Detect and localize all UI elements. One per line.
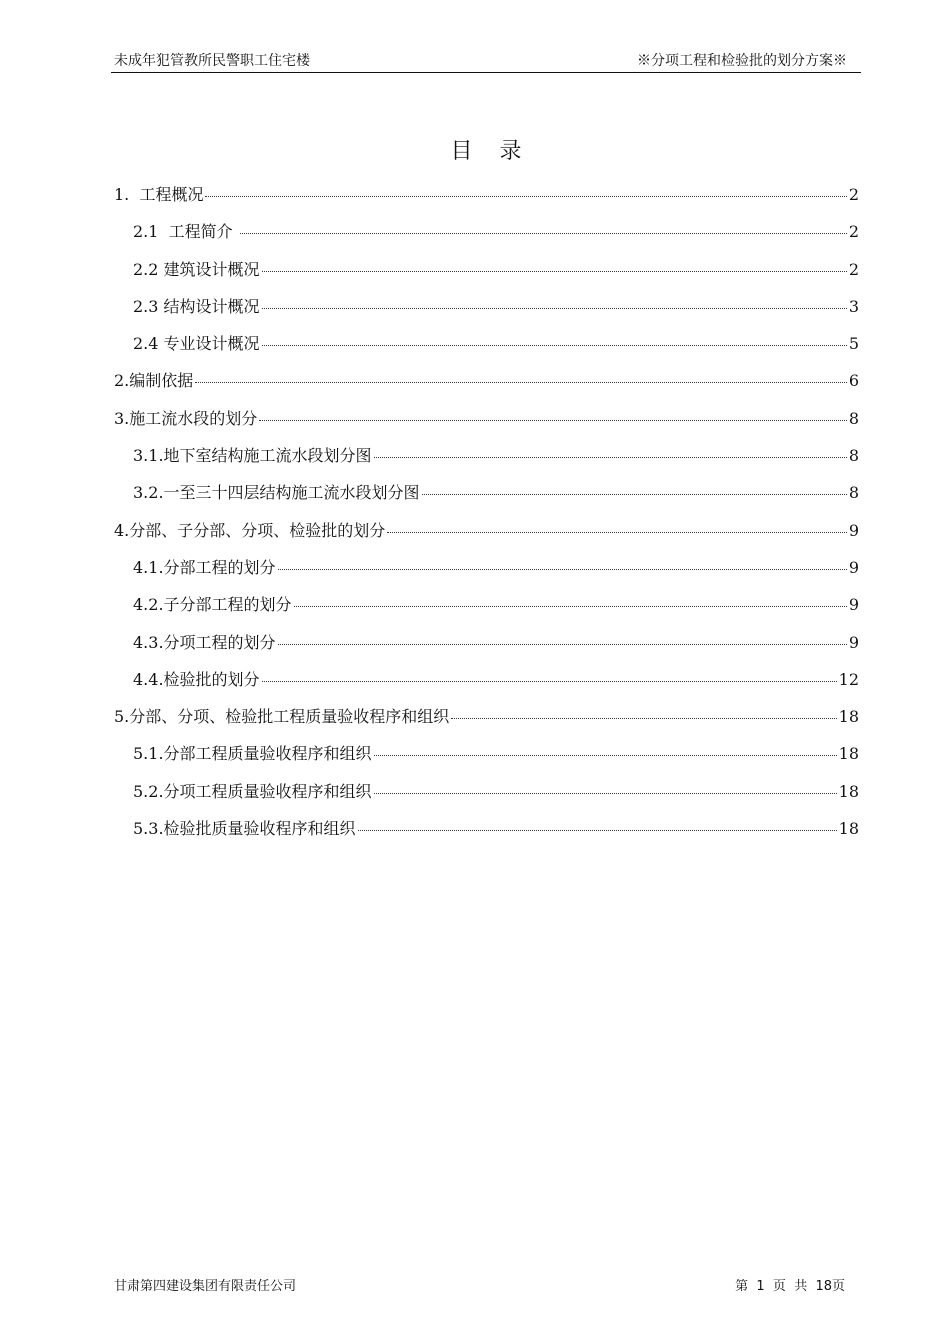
toc-dot-leader bbox=[259, 420, 847, 421]
toc-entry-page-number: 18 bbox=[838, 744, 859, 764]
toc-entry[interactable] bbox=[114, 520, 859, 557]
toc-entry[interactable] bbox=[114, 632, 859, 669]
toc-entry-label: 5.2.分项工程质量验收程序和组织 bbox=[133, 781, 372, 801]
toc-entry-page-number: 18 bbox=[838, 707, 859, 727]
toc-entry-label: 3.1.地下室结构施工流水段划分图 bbox=[133, 446, 372, 466]
toc-entry[interactable] bbox=[114, 781, 859, 818]
toc-dot-leader bbox=[262, 345, 847, 346]
toc-dot-leader bbox=[358, 830, 837, 831]
toc-entry-page-number: 18 bbox=[838, 781, 859, 801]
toc-entry-label: 5.分部、分项、检验批工程质量验收程序和组织 bbox=[114, 707, 450, 727]
toc-dot-leader bbox=[278, 569, 847, 570]
toc-entry[interactable] bbox=[114, 296, 859, 333]
toc-entry-label: 1. 工程概况 bbox=[114, 185, 204, 204]
toc-entry-label: 2.1 工程简介 bbox=[133, 222, 238, 242]
toc-dot-leader bbox=[374, 793, 837, 794]
toc-entry-label: 4.分部、子分部、分项、检验批的划分 bbox=[114, 520, 386, 540]
toc-dot-leader bbox=[262, 681, 837, 682]
toc-entry[interactable] bbox=[114, 482, 859, 519]
toc-entry-page-number: 18 bbox=[838, 819, 859, 839]
toc-dot-leader bbox=[262, 271, 847, 272]
toc-dot-leader bbox=[387, 532, 847, 533]
footer-page-info: 第 1 页 共 18页 bbox=[735, 1279, 845, 1294]
toc-entry-label: 4.1.分部工程的划分 bbox=[133, 557, 276, 577]
toc-entry-page-number: 8 bbox=[848, 446, 859, 466]
toc-entry[interactable] bbox=[114, 594, 859, 631]
toc-dot-leader bbox=[422, 494, 847, 495]
footer-company: 甘肃第四建设集团有限责任公司 bbox=[114, 1279, 297, 1294]
toc-entry[interactable] bbox=[114, 445, 859, 482]
toc-entry-page-number: 9 bbox=[848, 595, 859, 615]
toc-dot-leader bbox=[374, 457, 847, 458]
toc-entry-page-number: 8 bbox=[848, 483, 859, 503]
toc-entry-label: 4.3.分项工程的划分 bbox=[133, 632, 276, 652]
toc-entry[interactable] bbox=[114, 370, 859, 407]
toc-entry[interactable] bbox=[114, 259, 859, 296]
toc-dot-leader bbox=[240, 233, 847, 234]
toc-dot-leader bbox=[195, 382, 847, 383]
toc-entry[interactable] bbox=[114, 706, 859, 743]
toc-entry-page-number: 2 bbox=[848, 185, 859, 204]
toc-entry-label: 2.3 结构设计概况 bbox=[133, 296, 260, 316]
toc-entry-label: 5.1.分部工程质量验收程序和组织 bbox=[133, 744, 372, 764]
toc-entry-page-number: 5 bbox=[848, 334, 859, 354]
toc-entry-page-number: 9 bbox=[848, 557, 859, 577]
header-document-title: ※分项工程和检验批的划分方案※ bbox=[637, 53, 847, 69]
toc-entry-page-number: 3 bbox=[848, 296, 859, 316]
toc-entry-page-number: 2 bbox=[848, 222, 859, 242]
toc-entry[interactable] bbox=[114, 333, 859, 370]
table-of-contents bbox=[114, 184, 859, 855]
toc-entry-page-number: 2 bbox=[848, 259, 859, 279]
toc-entry-page-number: 6 bbox=[848, 371, 859, 391]
toc-entry[interactable] bbox=[114, 221, 859, 258]
toc-dot-leader bbox=[262, 308, 847, 309]
toc-dot-leader bbox=[451, 718, 836, 719]
toc-entry-page-number: 9 bbox=[848, 632, 859, 652]
toc-entry-label: 2.编制依据 bbox=[114, 371, 194, 391]
toc-entry[interactable] bbox=[114, 669, 859, 706]
toc-entry-label: 4.4.检验批的划分 bbox=[133, 669, 260, 689]
header-project-name: 未成年犯管教所民警职工住宅楼 bbox=[114, 53, 310, 69]
toc-entry-label: 3.施工流水段的划分 bbox=[114, 408, 258, 428]
toc-dot-leader bbox=[278, 644, 847, 645]
toc-entry[interactable] bbox=[114, 743, 859, 780]
toc-entry-label: 3.2.一至三十四层结构施工流水段划分图 bbox=[133, 483, 420, 503]
toc-entry-label: 2.4 专业设计概况 bbox=[133, 334, 260, 354]
toc-entry[interactable] bbox=[114, 818, 859, 855]
toc-entry[interactable] bbox=[114, 557, 859, 594]
toc-entry-label: 4.2.子分部工程的划分 bbox=[133, 595, 292, 615]
page-header bbox=[111, 48, 861, 73]
toc-entry[interactable] bbox=[114, 408, 859, 445]
toc-entry-label: 2.2 建筑设计概况 bbox=[133, 259, 260, 279]
toc-dot-leader bbox=[205, 196, 846, 197]
toc-entry-page-number: 9 bbox=[848, 520, 859, 540]
toc-entry-page-number: 12 bbox=[838, 669, 859, 689]
toc-dot-leader bbox=[374, 755, 837, 756]
page-footer bbox=[114, 1275, 845, 1295]
toc-entry-page-number: 8 bbox=[848, 408, 859, 428]
toc-entry-label: 5.3.检验批质量验收程序和组织 bbox=[133, 819, 356, 839]
toc-entry[interactable] bbox=[114, 184, 859, 221]
toc-dot-leader bbox=[294, 606, 847, 607]
toc-title: 目 录 bbox=[450, 139, 532, 164]
